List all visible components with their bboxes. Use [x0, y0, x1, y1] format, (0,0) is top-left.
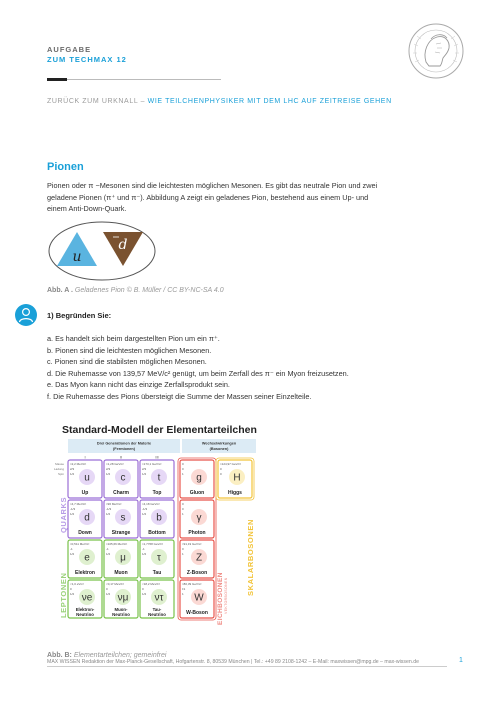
task-item: b. Pionen sind die leichtesten möglichen Mesonen.	[47, 345, 212, 355]
particle-name: Elektron	[74, 570, 96, 576]
particle-mass: 0	[182, 502, 184, 506]
particle-charge: 0	[182, 507, 184, 511]
particle-name: Neutrino	[148, 612, 166, 617]
figure-b-caption-text: Elementarteilchen; gemeinfrei	[73, 652, 167, 659]
particle-name: W-Boson	[186, 610, 208, 616]
particle-symbol: νe	[81, 592, 93, 604]
vector-bosons-side-label: VEKTORBOSONEN	[224, 577, 228, 614]
particle-charge: 0	[220, 467, 222, 471]
gauge-boson-cell	[180, 500, 214, 538]
task-title: 1) Begründen Sie:	[47, 311, 112, 320]
up-quark-label: u	[72, 249, 82, 265]
header-issue: ZUM TECHMAX 12	[47, 55, 127, 64]
lepton-cell	[68, 540, 102, 578]
particle-symbol: b	[156, 512, 162, 524]
figure-a-caption-text: Geladenes Pion © B. Müller / CC BY-NC-SA 4.0	[74, 287, 224, 294]
boson-header-line2: (Bosonen)	[209, 447, 229, 451]
figure-a-caption	[47, 287, 224, 294]
intro-paragraph	[47, 180, 447, 215]
particle-symbol: γ	[196, 512, 202, 524]
gauge-boson-cell	[180, 540, 214, 578]
particle-charge: -1	[70, 547, 73, 551]
lepton-cell	[140, 540, 174, 578]
particle-mass: 0	[182, 462, 184, 466]
particle-spin: 1	[182, 552, 184, 556]
antidown-quark-label: d	[118, 237, 128, 253]
lepton-cell	[68, 580, 102, 618]
quark-cell	[68, 500, 102, 538]
generation-label: I	[84, 454, 86, 460]
particle-charge: 0	[142, 587, 144, 591]
leptons-side-label: LEPTONEN	[59, 572, 68, 618]
particle-name: Photon	[188, 530, 206, 536]
particle-charge: -1/3	[70, 507, 76, 511]
particle-name: Charm	[113, 490, 129, 496]
quark-cell	[104, 500, 138, 538]
particle-spin: 1/2	[70, 472, 75, 476]
particle-mass: ≈105,66 MeV/c²	[106, 542, 128, 546]
particle-symbol: s	[120, 512, 126, 524]
particle-name: Up	[81, 490, 89, 496]
generation-label: III	[155, 454, 159, 460]
particle-spin: 1/2	[70, 592, 75, 596]
task-item: f. Die Ruhemasse des Pions übersteigt die Summe der Massen seiner Einzelteile.	[47, 391, 312, 401]
task-item: c. Pionen sind die stabilsten möglichen Mesonen.	[47, 357, 207, 366]
section-title: Pionen	[47, 161, 84, 173]
particle-mass: ≈124,97 GeV/c²	[220, 462, 241, 466]
standard-model-title: Standard-Modell der Elementarteilchen	[62, 424, 257, 436]
particle-mass: ≈1,28 GeV/c²	[106, 462, 124, 466]
particle-spin: 1/2	[106, 552, 111, 556]
particle-charge: 2/3	[106, 467, 111, 471]
particle-mass: ≈173,1 GeV/c²	[142, 462, 162, 466]
particle-spin: 1/2	[142, 592, 147, 596]
quark-cell	[68, 460, 102, 498]
particle-symbol: Z	[195, 552, 203, 564]
particle-charge: -1	[142, 547, 145, 551]
particle-spin: 1	[182, 472, 184, 476]
lepton-cell	[104, 580, 138, 618]
particle-mass: <1,0 eV/c²	[70, 582, 84, 586]
quark-cell	[104, 460, 138, 498]
particle-mass: ≈0,511 MeV/c²	[70, 542, 90, 546]
header-rule	[67, 79, 221, 80]
particle-mass: ≈2,2 MeV/c²	[70, 462, 87, 466]
particle-spin: 1	[182, 592, 184, 596]
particle-charge: 2/3	[70, 467, 75, 471]
quarks-side-label: QUARKS	[59, 496, 68, 533]
particle-mass: <0,17 MeV/c²	[106, 582, 124, 586]
particle-name: Gluon	[189, 490, 205, 496]
particle-symbol: d	[84, 512, 90, 524]
page-number: 1	[459, 657, 463, 664]
figure-a-caption-label: Abb. A .	[47, 287, 75, 294]
pion-diagram	[47, 220, 157, 282]
particle-name: Neutrino	[76, 612, 94, 617]
generation-label: II	[119, 454, 123, 460]
particle-mass: ≈96 MeV/c²	[106, 502, 122, 506]
header-rule-accent	[47, 78, 67, 81]
figure-b-caption-label: Abb. B:	[47, 652, 74, 659]
particle-symbol: H	[233, 472, 241, 484]
task-list	[47, 333, 467, 402]
particle-charge: -1/3	[142, 507, 148, 511]
gauge-boson-cell	[180, 580, 214, 618]
particle-spin: 1/2	[142, 472, 147, 476]
particle-symbol: W	[194, 592, 204, 604]
row-label-charge: Ladung	[53, 467, 64, 471]
quark-cell	[140, 460, 174, 498]
particle-name: Down	[78, 530, 92, 536]
particle-spin: 1	[182, 512, 184, 516]
higgs-boson-cell	[218, 460, 252, 498]
header-label: AUFGABE	[47, 45, 92, 54]
particle-name: Tau	[152, 570, 162, 576]
subtitle-highlight: WIE TEILCHENPHYSIKER MIT DEM LHC AUF ZEITREISE GEHEN	[147, 98, 392, 105]
fermion-header-line2: (Fermionen)	[113, 447, 135, 451]
particle-name: Neutrino	[112, 612, 130, 617]
particle-spin: 1/2	[70, 552, 75, 556]
particle-name: Tau-	[152, 607, 162, 612]
particle-name: Bottom	[148, 530, 166, 536]
person-icon	[15, 304, 37, 326]
particle-name: Strange	[111, 530, 131, 536]
task-item: a. Es handelt sich beim dargestellten Pion um ein π⁺.	[47, 334, 220, 343]
particle-symbol: e	[84, 552, 90, 564]
particle-charge: 0	[106, 587, 108, 591]
article-subtitle	[47, 98, 392, 105]
particle-charge: 2/3	[142, 467, 147, 471]
particle-name: Top	[152, 490, 162, 496]
row-label-spin: Spin	[57, 472, 64, 476]
particle-charge: 0	[70, 587, 72, 591]
particle-mass: <18,2 MeV/c²	[142, 582, 160, 586]
footer-text: MAX WISSEN Redaktion der Max-Planck-Gesellschaft, Hofgartenstr. 8, 80539 München | Tel.: +49 89 2108-1242 – E-Mail: maxwissen@mpg.de – max-wissen.de	[47, 659, 419, 665]
particle-symbol: τ	[157, 552, 161, 564]
particle-spin: 0	[220, 472, 222, 476]
particle-mass: ≈91,19 GeV/c²	[182, 542, 202, 546]
particle-charge: 0	[182, 467, 184, 471]
particle-spin: 1/2	[106, 592, 111, 596]
subtitle-lead: ZURÜCK ZUM URKNALL –	[47, 98, 148, 105]
particle-mass: ≈4,7 MeV/c²	[70, 502, 87, 506]
gauge-boson-cell	[180, 460, 214, 498]
particle-symbol: c	[120, 472, 126, 484]
particle-spin: 1/2	[106, 472, 111, 476]
lepton-cell	[104, 540, 138, 578]
intro-line-1: Pionen oder π −Mesonen sind die leichtesten möglichen Mesonen. Es gibt das neutrale Pion und zwei	[47, 181, 378, 190]
intro-line-2: geladene Pionen (π⁺ und π⁻). Abbildung A zeigt ein geladenes Pion, bestehend aus einem Up- und	[47, 192, 369, 202]
particle-mass: ≈80,39 GeV/c²	[182, 582, 202, 586]
particle-mass: ≈4,18 GeV/c²	[142, 502, 160, 506]
particle-symbol: t	[157, 472, 161, 484]
particle-spin: 1/2	[142, 512, 147, 516]
particle-name: Higgs	[228, 490, 242, 496]
lepton-cell	[140, 580, 174, 618]
intro-line-3: einem Anti-Down-Quark.	[47, 204, 127, 213]
max-planck-minerva-logo-icon	[407, 22, 465, 80]
particle-spin: 1/2	[70, 512, 75, 516]
particle-name: Z-Boson	[186, 570, 208, 576]
standard-model-diagram	[53, 420, 264, 648]
particle-name: Muon-	[114, 607, 128, 612]
scalar-bosons-side-label: SKALARBOSONEN	[246, 519, 255, 596]
particle-symbol: u	[84, 472, 90, 484]
quark-cell	[140, 500, 174, 538]
particle-charge: ±1	[182, 587, 186, 591]
gauge-bosons-side-label: EICHBOSONEN	[217, 572, 224, 625]
particle-symbol: μ	[120, 552, 126, 564]
particle-mass: ≈1,7768 GeV/c²	[142, 542, 163, 546]
particle-charge: 0	[182, 547, 184, 551]
figure-b-caption-line	[47, 652, 166, 659]
particle-name: Muon	[114, 570, 128, 576]
particle-symbol: νμ	[117, 592, 129, 604]
task-item: d. Die Ruhemasse von 139,57 MeV/c² genügt, um beim Zerfall des π⁻ ein Myon freizusetzen.	[47, 368, 349, 378]
particle-spin: 1/2	[142, 552, 147, 556]
particle-spin: 1/2	[106, 512, 111, 516]
particle-name: Elektron-	[75, 607, 95, 612]
task-item: e. Das Myon kann nicht das einzige Zerfallsprodukt sein.	[47, 380, 230, 389]
boson-header-line1: Wechselwirkungen	[201, 441, 237, 446]
particle-charge: -1/3	[106, 507, 112, 511]
fermion-header-line1: Drei Generationen der Materie	[96, 441, 152, 446]
particle-symbol: ντ	[154, 592, 164, 604]
row-label-mass: Masse	[55, 462, 64, 466]
pion-outline	[49, 222, 155, 280]
particle-charge: -1	[106, 547, 109, 551]
footer-rule	[47, 666, 447, 667]
particle-symbol: g	[196, 472, 202, 484]
